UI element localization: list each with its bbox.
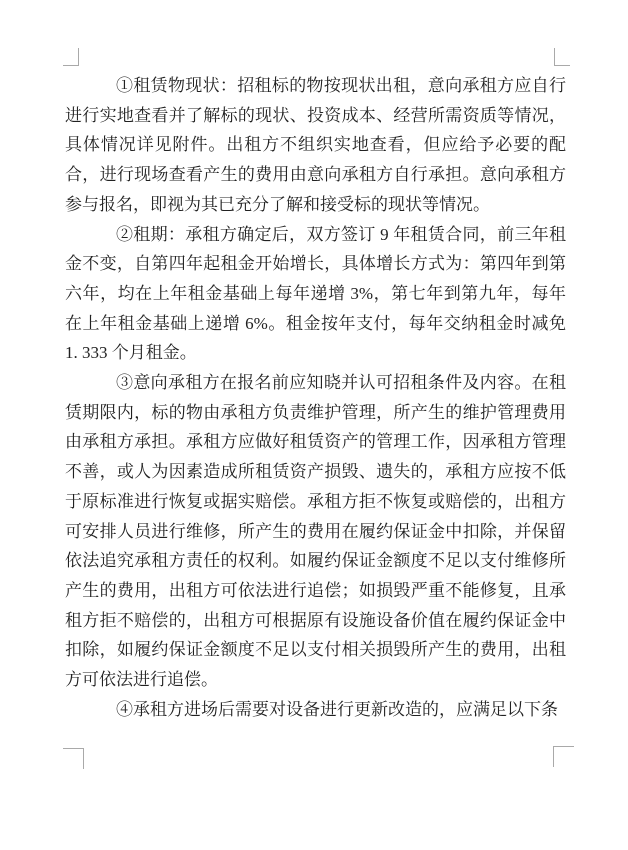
document-body [65,71,566,724]
paragraph-3-tenant-obligations: ③意向承租方在报名前应知晓并认可招租条件及内容。在租赁期限内，标的物由承租方负责维护管理，所产生的维护管理费用由承租方承担。承租方应做好租赁资产的管理工作，因承租方管理不善，或人为因素造成所租赁资产损毁、遗失的，承租方应按不低于原标准进行恢复或据实赔偿。承租方拒不恢复或赔偿的，出租方可安排人员进行维修，所产生的费用在履约保证金中扣除，并保留依法追究承租方责任的权利。如履约保证金额度不足以支付维修所产生的费用，出租方可依法进行追偿；如损毁严重不能修复，且承租方拒不赔偿的，出租方可根据原有设施设备价值在履约保证金中扣除，如履约保证金额度不足以支付相关损毁所产生的费用，出租方可依法进行追偿。 [65,373,566,690]
paragraph-2-lease-term: ②租期：承租方确定后，双方签订 9 年租赁合同，前三年租金不变，自第四年起租金开始增长，具体增长方式为：第四年到第六年，均在上年租金基础上每年递增 3%，第七年到第九年，每年在上年租金基础上递增 6%。租金按年支付，每年交纳租金时减免 1. 333 个月租金。 [65,224,566,363]
paragraph-4-equipment-renovation: ④承租方进场后需要对设备进行更新改造的，应满足以下条 [116,699,558,719]
text-boundary-mark-top-left [63,48,79,66]
text-boundary-mark-top-right [554,48,570,66]
text-boundary-mark-bottom-right [553,746,574,767]
text-boundary-mark-bottom-left [63,748,84,769]
paragraph-1-lease-object-status: ①租赁物现状：招租标的物按现状出租，意向承租方应自行进行实地查看并了解标的现状、投资成本、经营所需资质等情况，具体情况详见附件。出租方不组织实地查看，但应给予必要的配合，进行现场查看产生的费用由意向承租方自行承担。意向承租方参与报名，即视为其已充分了解和接受标的现状等情况。 [65,76,566,214]
